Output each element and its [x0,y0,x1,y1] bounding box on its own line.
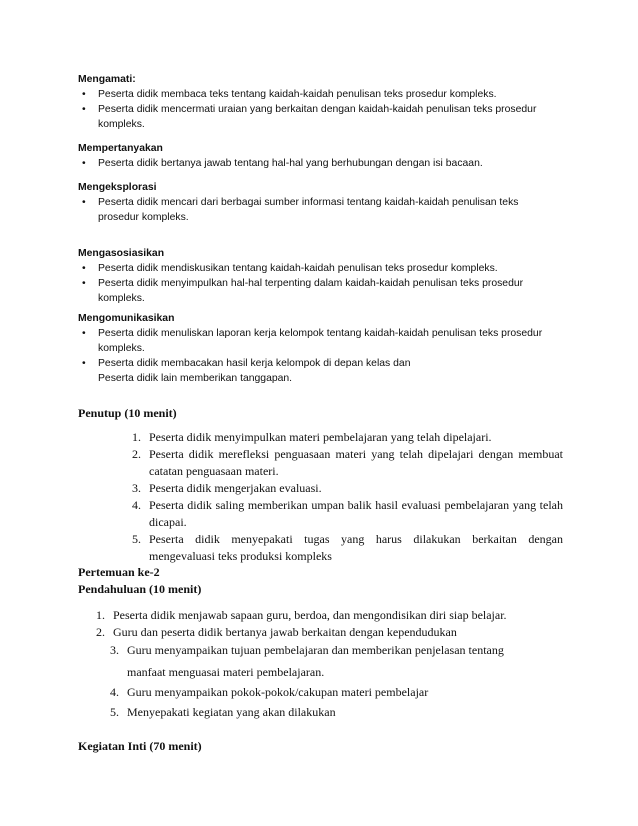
section-mengasosiasikan [78,246,558,306]
list-item: 4. Guru menyampaikan pokok-pokok/cakupan materi pembelajar [110,685,429,699]
heading-mengomunikasikan: Mengomunikasikan [78,313,175,324]
list-item: • Peserta didik mencari dari berbagai sumber informasi tentang kaidah-kaidah penulisan teks prosedur kompleks. [82,197,519,223]
list-mengamati [78,87,558,132]
list-item: 3. Guru menyampaikan tujuan pembelajaran dan memberikan penjelasan tentang [110,643,504,657]
section-mengeksplorasi [78,180,558,225]
list-item: 3. Peserta didik mengerjakan evaluasi. [132,481,322,495]
list-mengeksplorasi [78,195,558,225]
bullet-icon: • [82,89,86,100]
list-item: • Peserta didik menuliskan laporan kerja kelompok tentang kaidah-kaidah penulisan teks prosedur kompleks. [82,328,543,354]
list-pendahuluan-a [96,607,563,641]
list-pendahuluan-b [110,641,563,721]
bullet-icon: • [82,358,86,369]
heading-kegiatan-inti: Kegiatan Inti (70 menit) [78,739,202,753]
list-mengomunikasikan [78,326,558,386]
list-item: • Peserta didik bertanya jawab tentang hal-hal yang berhubungan dengan isi bacaan. [82,158,483,169]
list-item: • Peserta didik mencermati uraian yang berkaitan dengan kaidah-kaidah penulisan teks prosedur kompleks. [82,104,537,130]
heading-mengamati: Mengamati: [78,74,136,85]
list-item: 5. Menyepakati kegiatan yang akan dilakukan [110,705,336,719]
section-mempertanyakan [78,141,558,171]
list-item: 2. Guru dan peserta didik bertanya jawab berkaitan dengan kependudukan [96,625,457,639]
list-item: • Peserta didik menyimpulkan hal-hal terpenting dalam kaidah-kaidah penulisan teks prosedur kompleks. [82,278,524,304]
heading-pendahuluan: Pendahuluan (10 menit) [78,582,202,596]
heading-mengasosiasikan: Mengasosiasikan [78,248,165,259]
bullet-icon: • [82,328,86,339]
list-item-continuation: Peserta didik lain memberikan tanggapan. [98,373,293,384]
list-item: 4. Peserta didik saling memberikan umpan balik hasil evaluasi pembelajaran yang telah dicapai. [132,498,563,529]
list-item-continuation: manfaat menguasai materi pembelajaran. [127,665,325,679]
list-item: 5. Peserta didik menyepakati tugas yang harus dilakukan berkaitan dengan mengevaluasi teks produksi kompleks [132,532,563,563]
list-item: 2. Peserta didik merefleksi penguasaan materi yang telah dipelajari dengan membuat catatan penguasaan materi. [132,447,563,478]
list-item: 1. Peserta didik menyimpulkan materi pembelajaran yang telah dipelajari. [132,430,492,444]
list-mengasosiasikan [78,261,558,306]
bullet-icon: • [82,263,86,274]
heading-penutup: Penutup (10 menit) [78,406,177,420]
heading-pertemuan: Pertemuan ke-2 [78,565,160,579]
list-item: • Peserta didik mendiskusikan tentang kaidah-kaidah penulisan teks prosedur kompleks. [82,263,498,274]
list-mempertanyakan [78,156,558,171]
list-item: • Peserta didik membaca teks tentang kaidah-kaidah penulisan teks prosedur kompleks. [82,89,497,100]
heading-mengeksplorasi: Mengeksplorasi [78,182,157,193]
list-item: • Peserta didik membacakan hasil kerja kelompok di depan kelas dan [82,358,411,369]
section-mengamati [78,72,558,132]
bullet-icon: • [82,158,86,169]
bullet-icon: • [82,278,86,289]
bullet-icon: • [82,197,86,208]
bullet-icon: • [82,104,86,115]
section-mengomunikasikan [78,311,558,386]
heading-mempertanyakan: Mempertanyakan [78,143,163,154]
list-item: 1. Peserta didik menjawab sapaan guru, berdoa, dan mengondisikan diri siap belajar. [96,608,507,622]
list-penutup [132,429,563,565]
